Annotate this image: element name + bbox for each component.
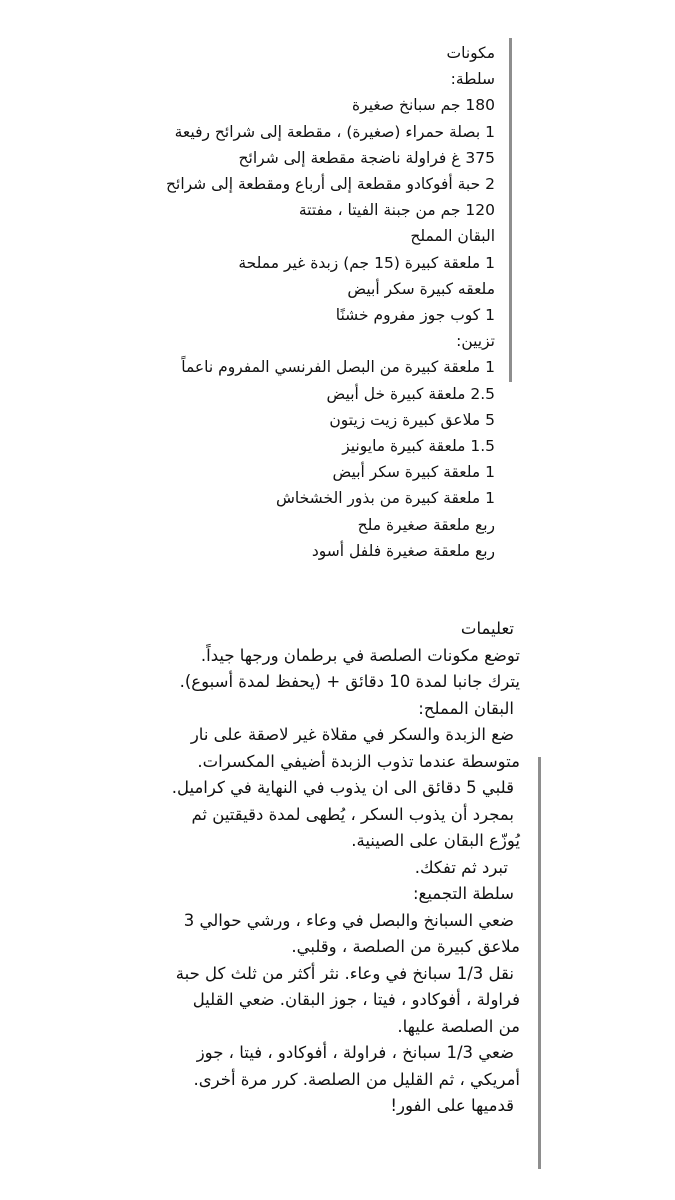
instruction-line: فراولة ، أفوكادو ، فيتا ، جوز البقان. ضعي القليل [192, 990, 520, 1009]
ingredient-item: 5 ملاعق كبيرة زيت زيتون [329, 410, 495, 429]
ingredient-item: 180 جم سبانخ صغيرة [352, 96, 495, 115]
ingredients-title: مكونات [446, 44, 495, 62]
instruction-line: ضعي 1/3 سبانخ ، فراولة ، أفوكادو ، فيتا ، جوز [196, 1043, 514, 1062]
instruction-line: ملاعق كبيرة من الصلصة ، وقلبي. [291, 937, 520, 956]
ingredient-item: 1 كوب جوز مفروم خشنًا [335, 306, 495, 325]
instruction-line: أمريكي ، ثم القليل من الصلصة. كرر مرة أخرى. [193, 1069, 520, 1089]
ingredients-margin-bar [509, 38, 512, 382]
pecan-heading: البقان المملح [410, 227, 495, 246]
ingredients-section [15, 40, 495, 564]
pecan-step-heading: البقان المملح: [418, 698, 514, 718]
ingredient-item: 1 ملعقة كبيرة (15 جم) زبدة غير مملحة [238, 253, 495, 272]
instruction-line: قلبي 5 دقائق الى ان يذوب في النهاية في كراميل. [171, 778, 514, 797]
instructions-title: تعليمات [460, 619, 514, 638]
instructions-margin-bar [538, 757, 541, 1169]
instruction-line: ضع الزبدة والسكر في مقلاة غير لاصقة على نار [190, 725, 514, 744]
ingredient-item: ربع ملعقة صغيرة فلفل أسود [311, 541, 495, 560]
instructions-section [10, 616, 520, 1120]
salad-heading: سلطة: [450, 70, 495, 89]
ingredient-item: 1.5 ملعقة كبيرة مايونيز [342, 437, 495, 456]
ingredient-item: 2 حبة أفوكادو مقطعة إلى أرباع ومقطعة إلى شرائح [166, 175, 495, 194]
assembly-heading: سلطة التجميع: [412, 884, 514, 903]
ingredient-item: 1 بصلة حمراء (صغيرة) ، مقطعة إلى شرائح رفيعة [174, 122, 495, 141]
ingredient-item: 1 ملعقة كبيرة سكر أبيض [332, 463, 495, 482]
instruction-line: يترك جانبا لمدة 10 دقائق + (يحفظ لمدة أسبوع). [179, 672, 520, 691]
instruction-line: من الصلصة عليها. [397, 1016, 520, 1036]
instruction-line: تبرد ثم تفكك. [414, 857, 508, 877]
instruction-line: توضع مكونات الصلصة في برطمان ورجها جيداً. [200, 645, 520, 665]
instruction-line: يُوزّع البقان على الصينية. [351, 831, 520, 850]
instruction-line: ضعي السبانخ والبصل في وعاء ، ورشي حوالي 3 [183, 910, 514, 930]
ingredient-item: 375 غ فراولة ناضجة مقطعة إلى شرائح [238, 148, 495, 167]
instruction-line: نقل 1/3 سبانخ في وعاء. نثر أكثر من ثلث كل حبة [175, 963, 514, 983]
ingredient-item: ربع ملعقة صغيرة ملح [357, 515, 495, 534]
instruction-line: بمجرد أن يذوب السكر ، يُطهى لمدة دقيقتين ثم [191, 804, 514, 824]
dressing-heading: تزيين: [456, 332, 495, 351]
ingredient-item: 1 ملعقة كبيرة من البصل الفرنسي المفروم ناعماً [181, 358, 495, 377]
instruction-line: قدميها على الفور! [390, 1096, 514, 1115]
ingredient-item: 2.5 ملعقة كبيرة خل أبيض [326, 384, 495, 403]
ingredient-item: 120 جم من جبنة الفيتا ، مفتتة [298, 201, 495, 220]
ingredient-item: ملعقه كبيرة سكر أبيض [347, 279, 495, 298]
instruction-line: متوسطة عندما تذوب الزبدة أضيفي المكسرات. [197, 751, 520, 771]
ingredient-item: 1 ملعقة كبيرة من بذور الخشخاش [275, 489, 495, 508]
